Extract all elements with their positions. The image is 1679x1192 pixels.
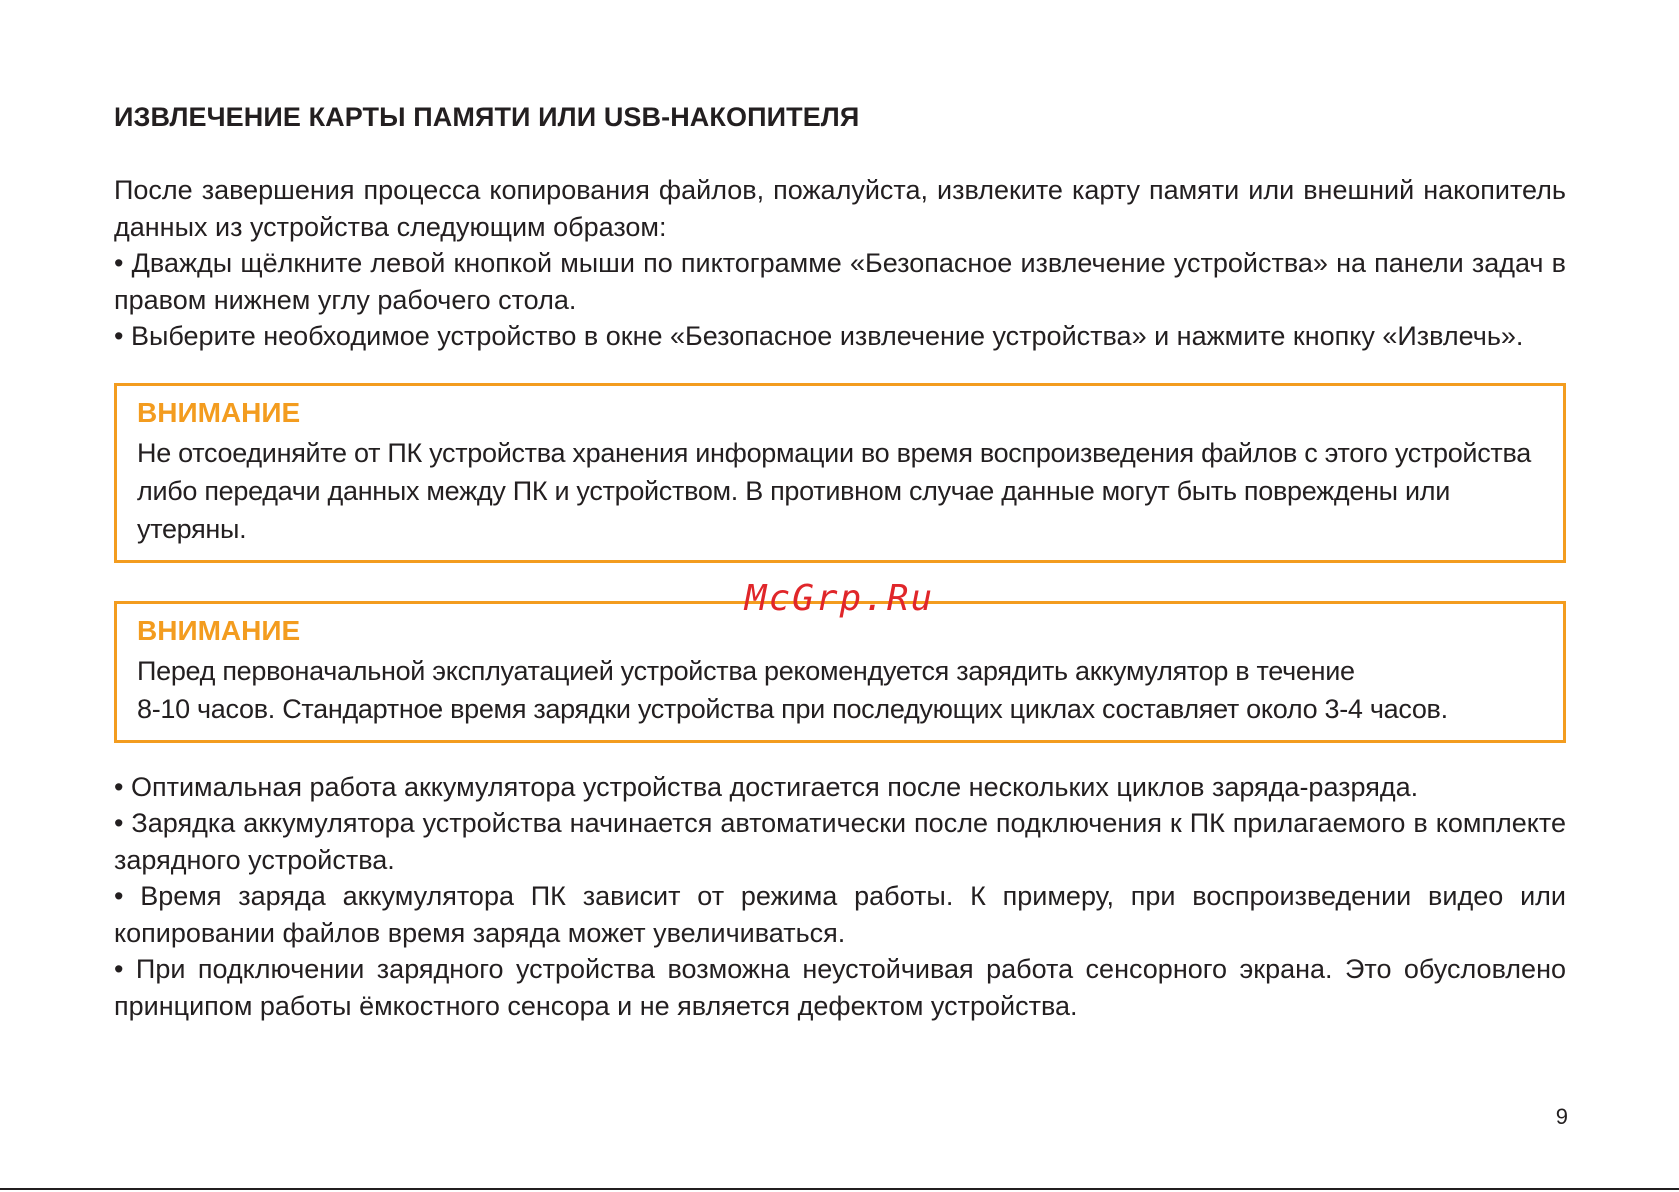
watermark: McGrp.Ru [744, 578, 935, 619]
page-content [114, 100, 1566, 1024]
battery-note: • Оптимальная работа аккумулятора устройства достигается после нескольких циклов заряда-разряда. [114, 771, 1419, 802]
warning-text: Не отсоединяйте от ПК устройства хранения информации во время воспроизведения файлов с этого устройства либо передачи данных между ПК и устройством. В противном случае данные могут быть повреждены или утеряны. [137, 437, 1531, 544]
page-number: 9 [1555, 1104, 1568, 1129]
battery-note: • Зарядка аккумулятора устройства начинается автоматически после подключения к ПК прилагаемого в комплекте зарядного устройства. [114, 808, 1566, 875]
battery-note: • При подключении зарядного устройства возможна неустойчивая работа сенсорного экрана. Это обусловлено принципом работы ёмкостного сенсора и не является дефектом устройства. [114, 954, 1566, 1021]
page-bottom-rule [0, 1188, 1679, 1190]
battery-notes-list [114, 769, 1566, 1025]
warning-title: ВНИМАНИЕ [137, 396, 301, 428]
warning-text-line: 8-10 часов. Стандартное время зарядки устройства при последующих циклах составляет около 3-4 часов. [137, 693, 1448, 724]
eject-step: • Выберите необходимое устройство в окне «Безопасное извлечение устройства» и нажмите кнопку «Извлечь». [114, 321, 1524, 351]
warning-box-disconnect [114, 383, 1566, 563]
eject-steps-list [114, 245, 1566, 355]
battery-note: • Время заряда аккумулятора ПК зависит от режима работы. К примеру, при воспроизведении видео или копировании файлов время заряда может увеличиваться. [114, 881, 1566, 948]
warning-box-charging [114, 601, 1566, 743]
eject-step: • Дважды щёлкните левой кнопкой мыши по пиктограмме «Безопасное извлечение устройства» на панели задач в правом нижнем углу рабочего стола. [114, 248, 1566, 315]
section-title: ИЗВЛЕЧЕНИЕ КАРТЫ ПАМЯТИ ИЛИ USB-НАКОПИТЕЛЯ [114, 102, 860, 132]
warning-text-line: Перед первоначальной эксплуатацией устройства рекомендуется зарядить аккумулятор в течение [137, 655, 1355, 686]
warning-title: ВНИМАНИЕ [137, 614, 301, 646]
intro-paragraph: После завершения процесса копирования файлов, пожалуйста, извлеките карту памяти или внешний накопитель данных из устройства следующим образом: [114, 175, 1566, 242]
